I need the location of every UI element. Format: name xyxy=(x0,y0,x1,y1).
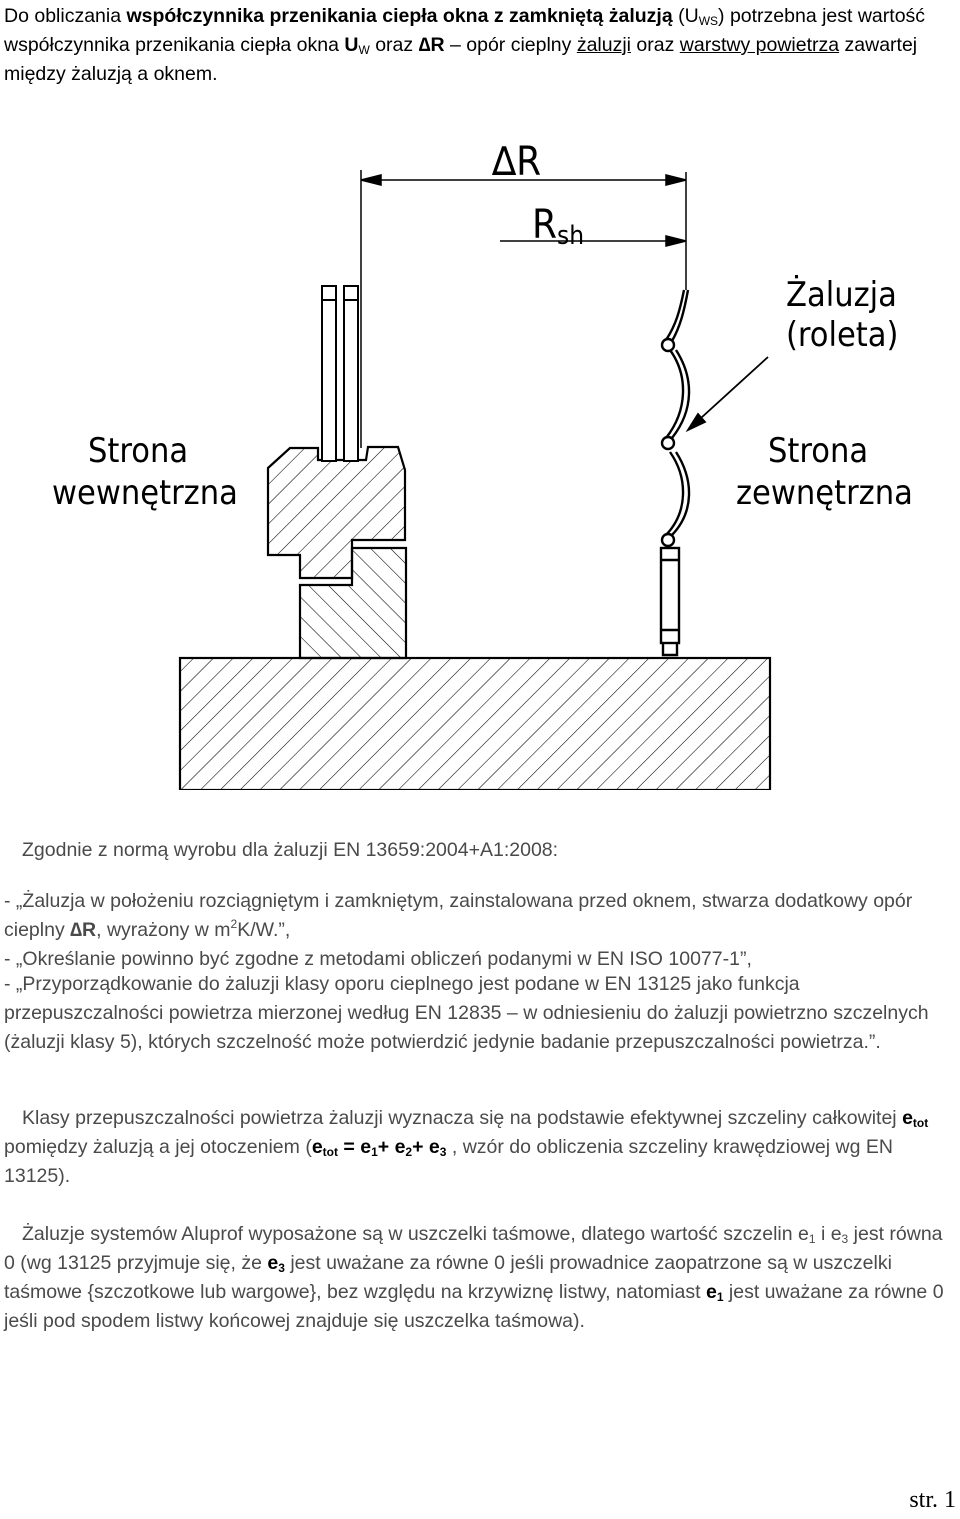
e-symbol: e xyxy=(311,1136,323,1158)
outside-label-line1: Strona xyxy=(768,431,869,471)
roller-shutter xyxy=(661,290,689,655)
norm-heading: Zgodnie z normą wyrobu dla żaluzji EN 13659:2004+A1:2008: xyxy=(22,839,559,861)
delta-r-symbol: ∆R xyxy=(418,34,445,56)
subscript: 3 xyxy=(278,1261,285,1275)
underlined-term: żaluzji xyxy=(576,34,632,56)
classes-paragraph xyxy=(4,1104,956,1191)
intro-text: Do obliczania xyxy=(4,5,127,27)
body-text: , wzór do obliczenia szczeliny krawędziowej wg EN 13125). xyxy=(4,1136,893,1187)
shutter-label-line2: (roleta) xyxy=(786,315,899,355)
subscript: tot xyxy=(912,1116,929,1130)
body-text: jest uważane za równe 0 jeśli prowadnice zaopatrzone są w uszczelki taśmowe {szczotkowe lub wargowe}, bez względu na krzywiznę listwy, natomiast xyxy=(4,1252,892,1303)
subscript: WS xyxy=(698,14,719,28)
norm-item-1 xyxy=(4,887,956,945)
rsh-main: R xyxy=(532,202,557,248)
subscript: W xyxy=(358,43,370,57)
subscript: 2 xyxy=(405,1145,413,1159)
superscript: 2 xyxy=(230,917,238,931)
intro-paragraph xyxy=(4,2,956,89)
delta-r-symbol: ∆R xyxy=(70,919,97,941)
subscript: 1 xyxy=(371,1145,378,1159)
intro-text: zawartej między żaluzją a oknem. xyxy=(4,34,918,85)
inside-label-line1: Strona xyxy=(88,431,189,471)
glass-pane xyxy=(322,286,358,461)
drawing-labels xyxy=(52,139,913,513)
body-text: Żaluzje systemów Aluprof wyposażone są w uszczelki taśmowe, dlatego wartość szczelin e xyxy=(22,1223,809,1245)
window-shutter-section-drawing xyxy=(0,130,960,790)
formula-part: + e xyxy=(412,1136,440,1158)
underlined-term: warstwy powietrza xyxy=(679,34,840,56)
e-symbol: e xyxy=(705,1281,717,1303)
body-text: pomiędzy żaluzją a jej otoczeniem ( xyxy=(4,1136,312,1158)
norm-text: - „Żaluzja w położeniu rozciągniętym i zamkniętym, zainstalowana przed oknem, stwarza dodatkowy opór cieplny xyxy=(4,890,913,941)
norm-text: K/W.”, xyxy=(237,919,291,941)
uw-symbol: U xyxy=(344,34,359,56)
body-text: i e xyxy=(815,1223,842,1245)
intro-text: ) potrzebna jest wartość współczynnika przenikania ciepła okna xyxy=(4,5,926,56)
norm-item-2: - „Określanie powinno być zgodne z metodami obliczeń podanymi w EN ISO 10077-1”, xyxy=(4,948,752,970)
aluprof-paragraph xyxy=(4,1220,956,1336)
subscript: 1 xyxy=(808,1232,816,1246)
body-text: Klasy przepuszczalności powietrza żaluzji wyznacza się na podstawie efektywnej szczeliny całkowitej xyxy=(22,1107,903,1129)
leader-line xyxy=(688,357,768,430)
rsh-subscript: sh xyxy=(557,221,585,251)
body-text: jest równa 0 (wg 13125 przyjmuje się, że xyxy=(4,1223,943,1274)
intro-text: oraz xyxy=(631,34,680,56)
inside-label-line2: wewnętrzna xyxy=(52,473,238,513)
subscript: tot xyxy=(322,1145,338,1159)
intro-text: (U xyxy=(672,5,699,27)
intro-bold-term: współczynnika przenikania ciepła okna z zamkniętą żaluzją xyxy=(126,5,673,27)
intro-text: – opór cieplny xyxy=(444,34,577,56)
rsh-label xyxy=(532,202,584,251)
norm-item-3: - „Przyporządkowanie do żaluzji klasy oporu cieplnego jest podane w EN 13125 jako funkcja przepuszczalności powietrza mierzonej według EN 12835 – w odniesieniu do żaluzji powietrzno szczelnych (żaluzji klasy 5), których szczelność może potwierdzić jedynie badanie przepuszczalności powietrza.”. xyxy=(4,973,929,1053)
shutter-label-line1: Żaluzja xyxy=(786,275,897,315)
formula-part: = e xyxy=(338,1136,372,1158)
e-symbol: e xyxy=(267,1252,279,1274)
norm-text: , wyrażony w m xyxy=(96,919,231,941)
body-text: jest uważane za równe 0 jeśli pod spodem listwy końcowej znajduje się uszczelka taśmowa). xyxy=(4,1281,944,1332)
e-symbol: e xyxy=(902,1107,913,1129)
intro-text: oraz xyxy=(369,34,419,56)
page-number: str. 1 xyxy=(909,1487,956,1513)
outside-label-line2: zewnętrzna xyxy=(736,473,913,513)
subscript: 3 xyxy=(841,1232,849,1246)
subscript: 3 xyxy=(439,1145,447,1159)
formula-part: + e xyxy=(377,1136,406,1158)
delta-r-label: ∆R xyxy=(492,139,542,185)
subscript: 1 xyxy=(716,1290,724,1304)
dimension-lines xyxy=(361,170,686,448)
wall-sill xyxy=(180,658,770,790)
